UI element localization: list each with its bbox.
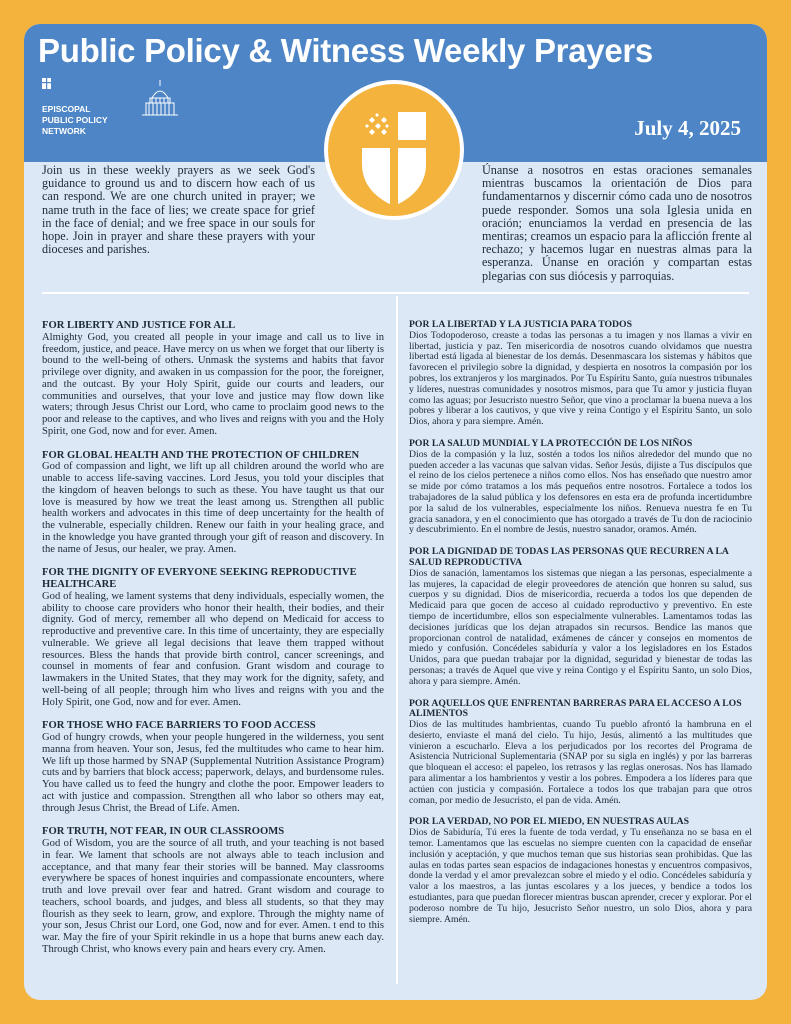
prayer-alimentos (409, 699, 752, 807)
prayer-body: Dios de la compasión y la luz, sostén a todos los niños alrededor del mundo que no pueden acceder a las vacunas que salvan vidas. Señor Jesús, dijiste a Tus discípulos que el reino de los cielos pertenece a niños como ellos. Nos has enseñado que nuestro amor se mide por cómo tratamos a los más pequeños entre nosotros. Fortalece a todos los trabajadores de la salud pública y los defensores en esta era de profunda incertidumbre por la salud de los vulnerables, especialmente los niños. Renueva nuestra fe en Tu gracia sanadora, y en el conocimiento que has otorgado a través de Tu don de raciocinio y descubrimiento. En el nombre de Jesús, nuestro sanador, oramos. Amén. (409, 448, 752, 536)
intro-english: Join us in these weekly prayers as we seek God's guidance to ground us and to discern how each of us can respond. We are one church united in prayer; we name truth in the face of lies; we create space for grief in the face of denial; and we free space in our souls for hope. Join in prayer and share these prayers with your dioceses and parishes. (42, 163, 315, 257)
prayer-title: FOR LIBERTY AND JUSTICE FOR ALL (42, 320, 236, 331)
prayer-body: Almighty God, you created all people in your image and call us to live in freedom, justice, and peace. Have mercy on us when we forget that our liberty is bound to the well-being of others. Unmask the systems and habits that favor privilege over dignity, and awaken in us compassion for the poor, the foreigner, and the outcast. By your Holy Spirit, guide our courts and leaders, our communities and ourselves, that your love and justice may flow down like waters; through Jesus Christ our Lord, who came to proclaim good news to the poor and release to the captives, and who lives and reigns with you and the Holy Spirit, one God, now and for ever. Amen. (42, 331, 384, 437)
prayer-body: Dios Todopoderoso, creaste a todas las personas a tu imagen y nos llamas a vivir en libertad, justicia y paz. Ten misericordia de nosotros cuando olvidamos que nuestra libertad está ligada al bienestar de los demás. Desenmascara los sistemas y hábitos que favorecen el privilegio sobre la dignidad, y despierta en nosotros la compasión por los pobres, los extranjeros y los marginados. Por Tu Espíritu Santo, guía nuestros tribunales y líderes, nuestras comunidades y nosotros mismos, para que Tu amor y justicia fluyan como las aguas; por Jesucristo nuestro Señor, que vino a proclamar la buena nueva a los pobres y liberar a los cautivos, y que vive y reina Contigo y el Espíritu Santo, un solo Dios, ahora y para siempre. Amén. (409, 329, 752, 428)
english-prayers-column (42, 320, 384, 968)
prayer-title: FOR GLOBAL HEALTH AND THE PROTECTION OF CHILDREN (42, 449, 360, 461)
prayer-sheet (24, 24, 767, 1000)
prayer-salud-reproductiva (409, 547, 752, 687)
page-title: Public Policy & Witness Weekly Prayers (38, 32, 653, 69)
prayer-title: POR LA SALUD MUNDIAL Y LA PROTECCIÓN DE LOS NIÑOS (409, 437, 693, 449)
date-label: July 4, 2025 (634, 116, 741, 140)
episcopal-public-policy-network-logo (42, 78, 202, 148)
prayer-libertad (409, 320, 752, 428)
prayer-reproductive-healthcare (42, 567, 384, 708)
episcopal-shield-icon (42, 78, 142, 104)
logo-text (42, 104, 108, 137)
prayer-title: POR LA LIBERTAD Y LA JUSTICIA PARA TODOS (409, 319, 632, 330)
prayer-title: FOR THOSE WHO FACE BARRIERS TO FOOD ACCESS (42, 720, 316, 732)
prayer-body: God of Wisdom, you are the source of all truth, and your teaching is not based in fear. We lament that schools are not always able to teach inclusion and acceptance, and that many fear their stories will be banned. May classrooms everywhere be spaces of honest inquiries and compassionate encounters, where truth and love prevail over fear and hatred. Grant wisdom and courage to teachers, school boards, and judges, and bless all students, so that they may flourish as they seek to learn, grow, and explore. Through the mighty name of your son, Jesus Christ our Lord, one God, now and for ever. Amen. t end to this war. May the fire of your Spirit rekindle in us a hope that burns anew each day. Through Christ, who knows every pain and hears every cry. Amen. (42, 838, 384, 955)
prayer-title: POR LA DIGNIDAD DE TODAS LAS PERSONAS QUE RECURREN A LA SALUD REPRODUCTIVA (409, 546, 729, 568)
prayer-body: God of healing, we lament systems that deny individuals, especially women, the ability to choose care providers who honor their health, their bodies, and their dignity. God of mercy, remember all who depend on Medicaid for access to reproductive and preventive care. In this time of uncertainty, they are especially vulnerable. We grieve all legal decisions that leave them trapped without resources. Bless the hands that provide birth control, cancer screenings, and counsel in moments of fear and confusion. Grant wisdom and courage to lawmakers in the United States, that they may work for the dignity, safety, and well-being of all people; through him who lives and reigns with you and the Holy Spirit, one God, now and for ever. Amen. (42, 590, 384, 708)
prayer-body: Dios de sanación, lamentamos los sistemas que niegan a las personas, especialmente a las mujeres, la capacidad de elegir proveedores de atención que honren su salud, sus cuerpos y su dignidad. Dios de misericordia, recuerda a todos los que dependen de Medicaid para que gocen de acceso al cuidado reproductivo y preventivo. En este tiempo de incertidumbre, ellos son especialmente vulnerables. Lamentamos todas las decisiones jurídicas que los dejan atrapados sin recursos. Bendice las manos que proporcionan control de natalidad, exámenes de cáncer y consejos en momentos de miedo y confusión. Concédeles sabiduría y valor a los legisladores en los Estados Unidos, para que puedan trabajar por la dignidad, seguridad y bienestar de todas las personas; a través de Aquel que vive y reina Contigo y el Espíritu Santo, un solo Dios, ahora y para siempre. Amén. (409, 567, 752, 687)
episcopal-emblem (324, 80, 464, 220)
prayer-liberty (42, 320, 384, 438)
intro-spanish: Únanse a nosotros en estas oraciones semanales mientras buscamos la orientación de Dios para fundamentarnos y discernir cómo cada uno de nosotros puede responder. Somos una sola Iglesia unida en oración; enunciamos la verdad en presencia de las mentiras; creamos un espacio para la aflicción frente al rechazo; y hacemos lugar en nuestras almas para la esperanza. Únanse en oración y compartan estas plegarias con sus diócesis y parroquias. (482, 163, 752, 283)
logo-line: EPISCOPAL (42, 104, 91, 114)
capitol-dome-icon (140, 78, 180, 134)
column-divider (396, 296, 398, 984)
prayer-title: POR AQUELLOS QUE ENFRENTAN BARRERAS PARA EL ACCESO A LOS ALIMENTOS (409, 697, 742, 720)
prayer-title: FOR TRUTH, NOT FEAR, IN OUR CLASSROOMS (42, 826, 285, 838)
logo-line: NETWORK (42, 126, 86, 136)
prayer-global-health (42, 450, 384, 556)
prayer-body: God of hungry crowds, when your people hungered in the wilderness, you sent manna from heaven. Your son, Jesus, fed the multitudes who came to hear him. We lift up those harmed by SNAP (Supplemental Nutrition Assistance Program) cuts and by barriers that block access; paperwork, delays, and burdensome rules. You have called us to feed the hungry and clothe the poor. Empower leaders to act with justice and compassion. Strengthen all who labor so others may eat, through Jesus Christ, the Bread of Life. Amen. (42, 732, 384, 814)
logo-line: PUBLIC POLICY (42, 115, 108, 125)
horizontal-divider (42, 292, 749, 294)
prayer-title: FOR THE DIGNITY OF EVERYONE SEEKING REPRODUCTIVE HEALTHCARE (42, 567, 357, 590)
prayer-salud-mundial (409, 439, 752, 536)
prayer-classrooms (42, 826, 384, 955)
spanish-prayers-column (409, 320, 752, 936)
prayer-body: Dios de las multitudes hambrientas, cuando Tu pueblo afrontó la hambruna en el desierto, enviaste el maná del cielo. Tu hijo, Jesús, alimentó a las multitudes que vinieron a escucharlo. Eleva a los perjudicados por los recortes del Programa de Asistencia Nutricional Suplementaria (SNAP por su sigla en inglés) y por las barreras que bloquean el acceso: el papeleo, los retrasos y las reglas onerosas. Nos has llamado para alimentar a los hambrientos y vestir a los pobres. Empodera a los líderes para que actúen con justicia y compasión. Fortalece a todos los que trabajan para que otros coman, por medio de Jesucristo, el pan de vida. Amén. (409, 719, 752, 806)
prayer-food-access (42, 720, 384, 814)
prayer-body: God of compassion and light, we lift up all children around the world who are unable to access life-saving vaccines. Lord Jesus, you told your disciples that the kingdom of heaven belongs to such as these. You have taught us that our love is measured by how we treat the least among us. Strengthen all public health workers and advocates in this time of deep uncertainty for the health of the vulnerable, especially children. Renew our faith in your healing grace, and in the knowledge you have granted through your gift of reason and discovery. In the name of Jesus, our healer, we pray. Amen. (42, 461, 384, 555)
prayer-body: Dios de Sabiduría, Tú eres la fuente de toda verdad, y Tu enseñanza no se basa en el temor. Lamentamos que las escuelas no siempre cuenten con la capacidad de enseñar inclusión y aceptación, y que muchos teman que sus historias sean prohibidas. Que las aulas en todas partes sean espacios de indagaciones honestas y encuentros compasivos, donde la verdad y el amor prevalezcan sobre el miedo y el odio. Concédeles sabiduría y valor a los maestros, a las juntas escolares y a los jueces, y bendice a todos los estudiantes, para que puedan florecer mientras buscan aprender, crecer y explorar. Por el poderoso nombre de Tu hijo, Jesucristo Señor nuestro, un solo Dios, ahora y para siempre. Amén. (409, 827, 752, 925)
prayer-aulas (409, 817, 752, 925)
prayer-title: POR LA VERDAD, NO POR EL MIEDO, EN NUESTRAS AULAS (409, 816, 689, 828)
episcopal-shield-emblem-icon (324, 80, 464, 220)
